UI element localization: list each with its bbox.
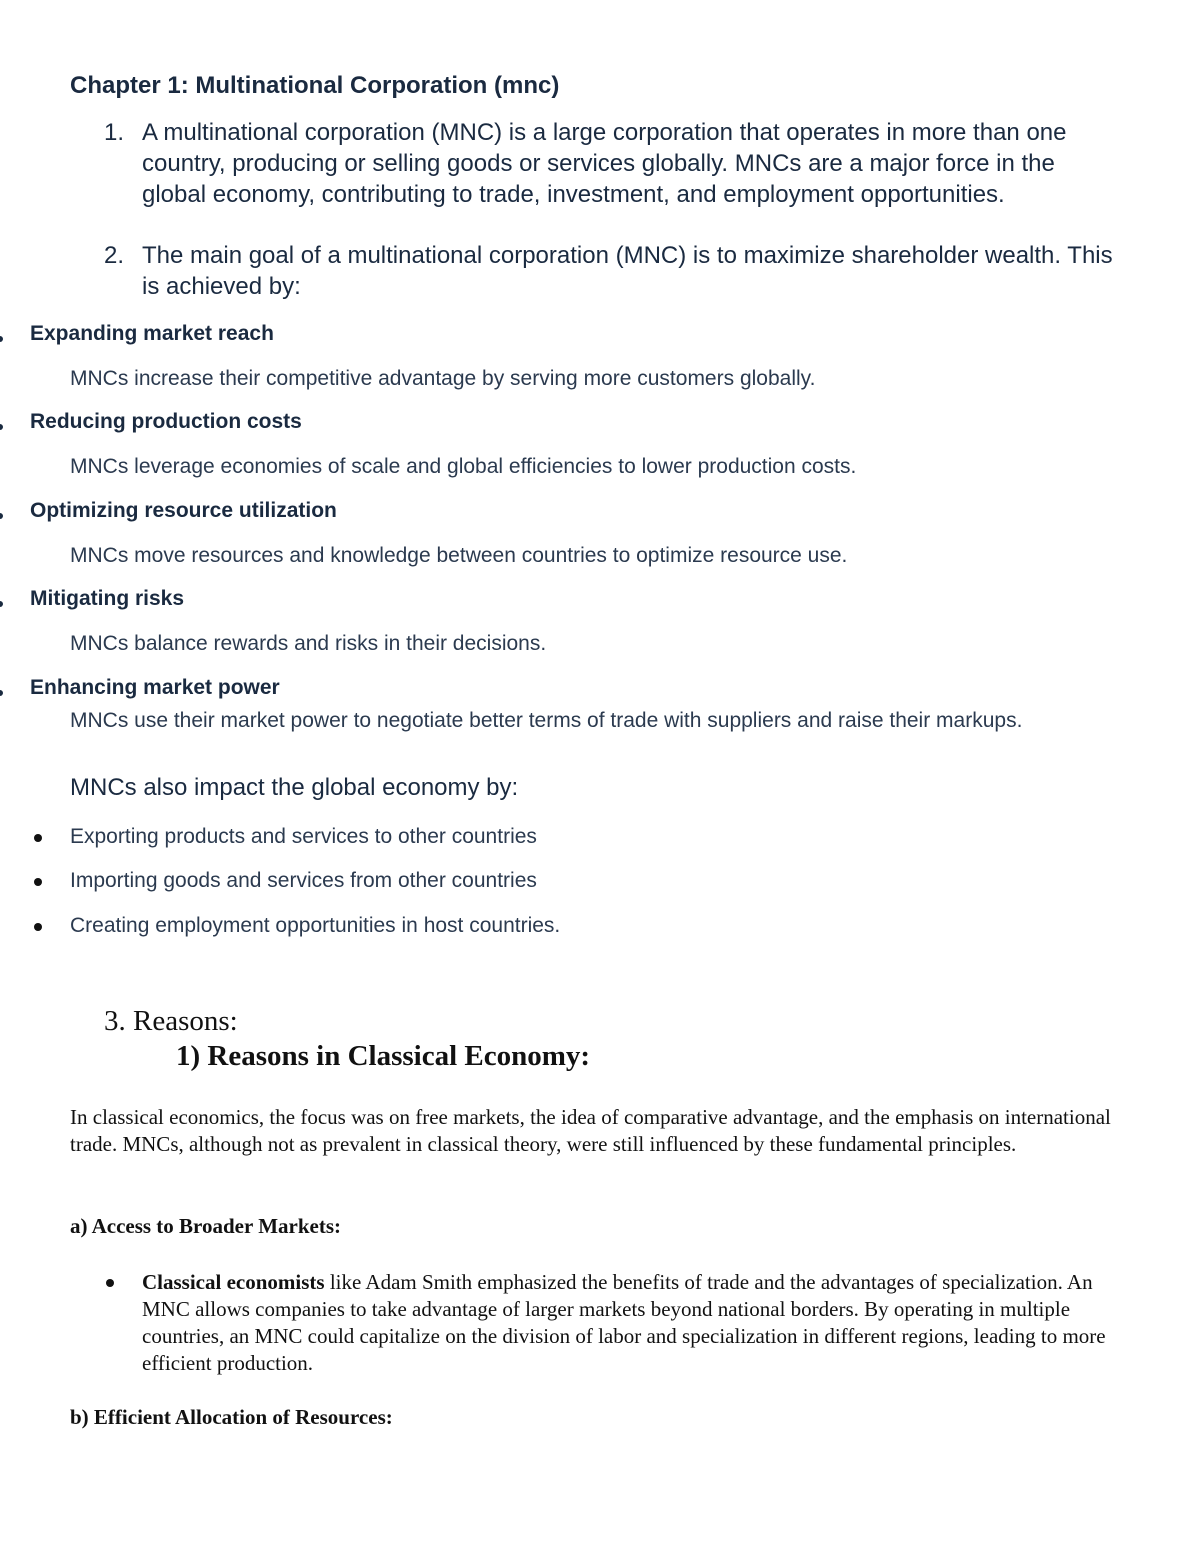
- subsection-b-heading: b) Efficient Allocation of Resources:: [70, 1405, 393, 1429]
- bullet-icon: [106, 1279, 114, 1287]
- goal-heading: Expanding market reach: [30, 322, 274, 345]
- intro-paragraph: In classical economics, the focus was on free markets, the idea of comparative advantage, and the emphasis on international trade. MNCs, although not as prevalent in classical theory, were still influenced by these fundamental principles.: [70, 1105, 1111, 1156]
- item-number: 2.: [104, 242, 125, 269]
- numbered-item-2: [104, 240, 1124, 302]
- goal-description: MNCs leverage economies of scale and global efficiencies to lower production costs.: [70, 455, 857, 478]
- section-heading: 3. Reasons:: [104, 1005, 238, 1037]
- item-text: The main goal of a multinational corporation (MNC) is to maximize shareholder wealth. This is achieved by:: [142, 242, 1113, 300]
- section-subheading: 1) Reasons in Classical Economy:: [176, 1040, 591, 1072]
- item-number: 1.: [104, 119, 125, 146]
- bullet-icon: [0, 424, 3, 430]
- reason-item-bold: Classical economists: [142, 1270, 325, 1294]
- numbered-item-1: [104, 117, 1124, 210]
- bullet-icon: [34, 878, 42, 886]
- goal-description: MNCs move resources and knowledge between countries to optimize resource use.: [70, 544, 848, 567]
- reason-item: [106, 1269, 1136, 1377]
- goal-description: MNCs increase their competitive advantage by serving more customers globally.: [70, 367, 816, 390]
- impact-item: Importing goods and services from other countries: [34, 869, 537, 893]
- bullet-icon: [0, 336, 3, 342]
- impact-item: Creating employment opportunities in host countries.: [34, 914, 560, 938]
- goal-description: MNCs use their market power to negotiate better terms of trade with suppliers and raise their markups.: [70, 709, 1023, 732]
- goal-heading: Mitigating risks: [30, 587, 185, 610]
- subsection-a-heading: a) Access to Broader Markets:: [70, 1214, 341, 1238]
- impact-item: Exporting products and services to other countries: [34, 825, 537, 849]
- bullet-icon: [0, 513, 3, 519]
- bullet-icon: [34, 923, 42, 931]
- goal-heading: Enhancing market power: [30, 676, 280, 699]
- item-text: A multinational corporation (MNC) is a large corporation that operates in more than one country, producing or selling goods or services globally. MNCs are a major force in the global economy, contributing to trade, investment, and employment opportunities.: [142, 119, 1067, 208]
- bullet-icon: [34, 834, 42, 842]
- goal-heading: Reducing production costs: [30, 410, 302, 433]
- page-title: Chapter 1: Multinational Corporation (mnc): [70, 72, 560, 99]
- bullet-icon: [0, 601, 3, 607]
- impact-heading: MNCs also impact the global economy by:: [70, 774, 519, 801]
- bullet-icon: [0, 690, 3, 696]
- goal-heading: Optimizing resource utilization: [30, 499, 337, 522]
- reason-item-text: like Adam Smith emphasized the benefits of trade and the advantages of specialization. An MNC allows companies to take advantage of larger markets beyond national borders. By operating in multiple countries, an MNC could capitalize on the division of labor and specialization in different regions, leading to more efficient production.: [142, 1270, 1106, 1375]
- goal-description: MNCs balance rewards and risks in their decisions.: [70, 632, 547, 655]
